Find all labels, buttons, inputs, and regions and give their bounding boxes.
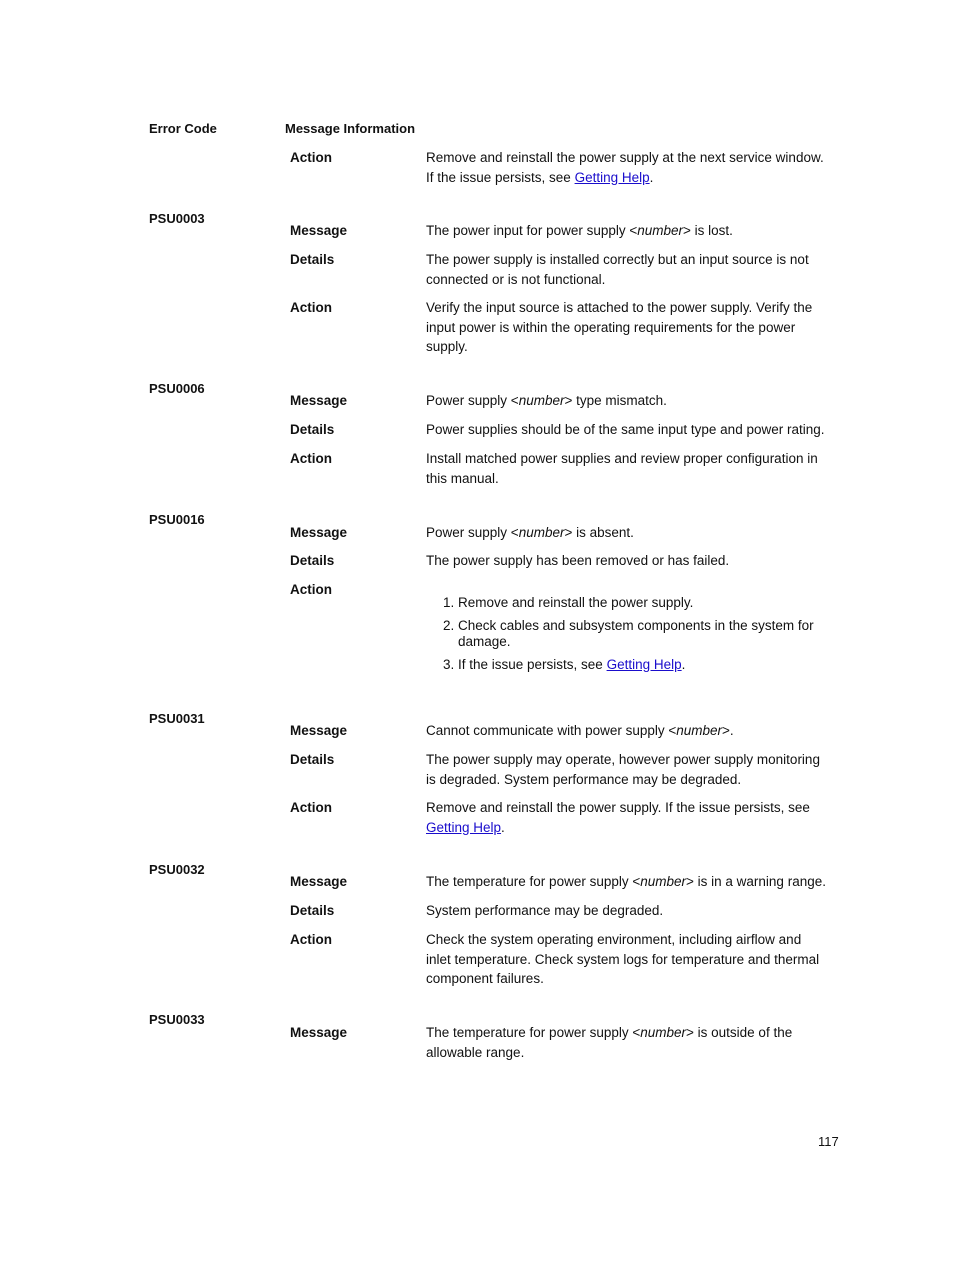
message-label: Message <box>290 723 348 738</box>
message-label: Message <box>290 874 348 889</box>
error-code-psu0031: PSU0031 <box>149 711 205 726</box>
action-text: Install matched power supplies and review proper configuration in this manual. <box>426 451 818 486</box>
details-text: The power supply has been removed or has failed. <box>426 553 730 568</box>
details-text: The power supply may operate, however power supply monitoring is degraded. System performance may be degraded. <box>426 752 820 787</box>
details-text: Power supplies should be of the same input type and power rating. <box>426 422 825 437</box>
message-label: Message <box>290 223 348 238</box>
message-label: Message <box>290 525 348 540</box>
action-step: 2. Check cables and subsystem components in the system for damage. <box>458 618 858 651</box>
page-number: 117 <box>818 1134 839 1149</box>
details-text: The power supply is installed correctly but an input source is not connected or is not functional. <box>426 252 809 287</box>
action-text: Remove and reinstall the power supply at the next service window. If the issue persists, see Getting Help. <box>426 150 824 185</box>
details-label: Details <box>290 903 335 918</box>
action-label: Action <box>290 932 332 947</box>
action-text: Check the system operating environment, including airflow and inlet temperature. Check system logs for temperature and thermal component failures. <box>426 932 820 986</box>
details-label: Details <box>290 553 335 568</box>
action-label: Action <box>290 300 332 315</box>
action-label: Action <box>290 800 332 815</box>
action-step: 3. If the issue persists, see Getting Help. <box>458 657 858 674</box>
message-label: Message <box>290 1025 348 1040</box>
error-code-psu0003: PSU0003 <box>149 211 205 226</box>
message-text: Cannot communicate with power supply <number>. <box>426 723 734 738</box>
action-text: Remove and reinstall the power supply. If the issue persists, see Getting Help. <box>426 800 810 835</box>
message-text: The temperature for power supply <number> is in a warning range. <box>426 874 826 889</box>
message-label: Message <box>290 393 348 408</box>
error-code-psu0006: PSU0006 <box>149 381 205 396</box>
message-text: The power input for power supply <number> is lost. <box>426 223 733 238</box>
action-text: Verify the input source is attached to the power supply. Verify the input power is within the operating requirements for the power supply. <box>426 300 813 354</box>
column-header-error-code: Error Code <box>149 121 217 136</box>
message-text: Power supply <number> is absent. <box>426 525 634 540</box>
error-code-psu0032: PSU0032 <box>149 862 205 877</box>
message-text: Power supply <number> type mismatch. <box>426 393 667 408</box>
action-steps-list <box>426 595 858 679</box>
getting-help-link[interactable]: Getting Help <box>426 819 502 835</box>
action-label: Action <box>290 150 332 165</box>
details-label: Details <box>290 422 335 437</box>
action-label: Action <box>290 451 332 466</box>
column-header-message-information: Message Information <box>285 121 416 136</box>
action-label: Action <box>290 582 332 597</box>
getting-help-link[interactable]: Getting Help <box>574 169 650 185</box>
details-label: Details <box>290 752 335 767</box>
getting-help-link[interactable]: Getting Help <box>606 656 682 672</box>
error-code-psu0016: PSU0016 <box>149 512 205 527</box>
details-label: Details <box>290 252 335 267</box>
message-text: The temperature for power supply <number> is outside of the allowable range. <box>426 1025 793 1060</box>
error-code-psu0033: PSU0033 <box>149 1012 205 1027</box>
action-step: 1. Remove and reinstall the power supply. <box>458 595 858 612</box>
details-text: System performance may be degraded. <box>426 903 664 918</box>
